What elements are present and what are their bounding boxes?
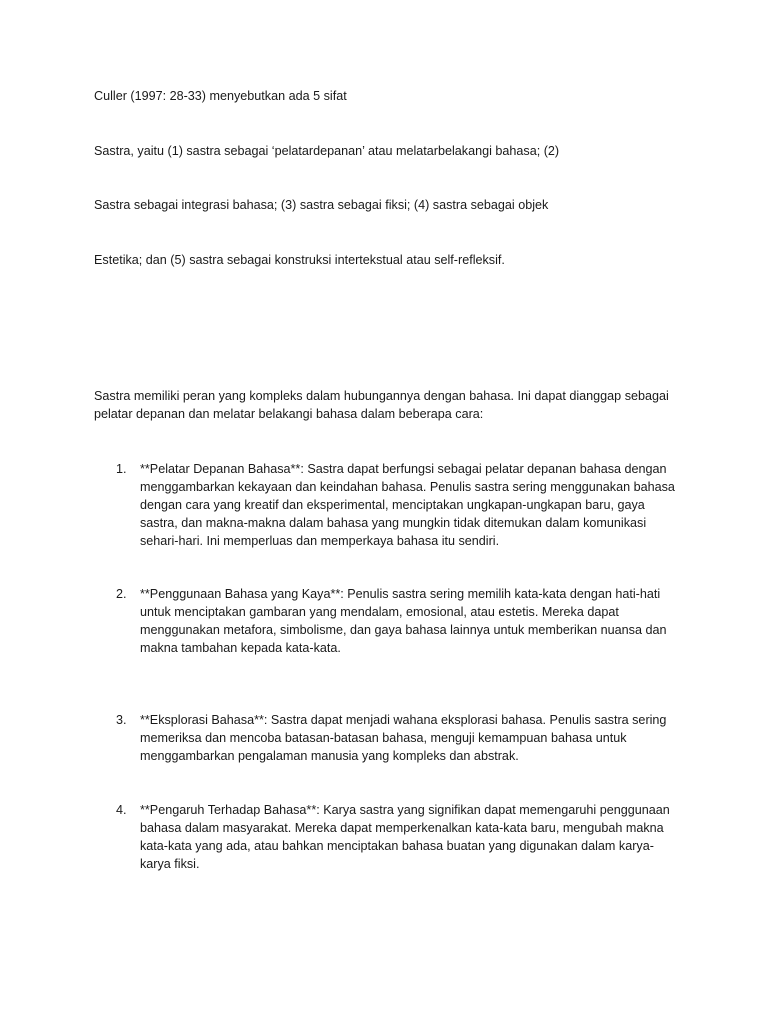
list-item-text: **Pelatar Depanan Bahasa**: Sastra dapat berfungsi sebagai pelatar depanan bahasa dengan menggambarkan kekayaan dan keindahan bahasa. Penulis sastra sering menggunakan bahasa dengan cara yang kreatif dan eksperimental, menciptakan ungkapan-ungkapan baru, gaya sastra, dan makna-makna dalam bahasa yang mungkin tidak ditemukan dalam komunikasi sehari-hari. Ini memperluas dan memperkaya bahasa itu sendiri. — [140, 462, 675, 548]
list-item-number: 4. — [116, 803, 127, 817]
text-line: Sastra, yaitu (1) sastra sebagai ‘pelatardepanan’ atau melatarbelakangi bahasa; (2) — [94, 144, 560, 158]
list-item-number: 3. — [116, 713, 127, 727]
list-item-number: 2. — [116, 587, 127, 601]
list-item-text: **Pengaruh Terhadap Bahasa**: Karya sastra yang signifikan dapat memengaruhi penggunaan bahasa dalam masyarakat. Mereka dapat memperkenalkan kata-kata baru, mengubah makna kata-kata yang ada, atau bahkan menciptakan bahasa buatan yang digunakan dalam karya-karya fiksi. — [140, 803, 670, 871]
text-line: Estetika; dan (5) sastra sebagai konstruksi intertekstual atau self-refleksif. — [94, 253, 505, 267]
list-item-text: **Eksplorasi Bahasa**: Sastra dapat menjadi wahana eksplorasi bahasa. Penulis sastra sering memeriksa dan mencoba batasan-batasan bahasa, menguji kemampuan bahasa untuk menggambarkan pengalaman manusia yang kompleks dan abstrak. — [140, 713, 667, 763]
list-item — [94, 711, 684, 765]
list-item-text: **Penggunaan Bahasa yang Kaya**: Penulis sastra sering memilih kata-kata dengan hati-hati untuk menciptakan gambaran yang mendalam, emosional, atau estetis. Mereka dapat menggunakan metafora, simbolisme, dan gaya bahasa lainnya untuk memberikan nuansa dan makna tambahan kepada kata-kata. — [140, 587, 667, 655]
list-item — [94, 801, 684, 873]
text-line: Sastra sebagai integrasi bahasa; (3) sastra sebagai fiksi; (4) sastra sebagai objek — [94, 198, 549, 212]
intro-paragraph: Sastra memiliki peran yang kompleks dalam hubungannya dengan bahasa. Ini dapat dianggap sebagai pelatar depanan dan melatar belakangi bahasa dalam beberapa cara: — [94, 389, 669, 421]
list-item-number: 1. — [116, 462, 127, 476]
list-item — [94, 585, 684, 657]
text-line: Culler (1997: 28-33) menyebutkan ada 5 sifat — [94, 89, 347, 103]
list-item — [94, 460, 684, 550]
